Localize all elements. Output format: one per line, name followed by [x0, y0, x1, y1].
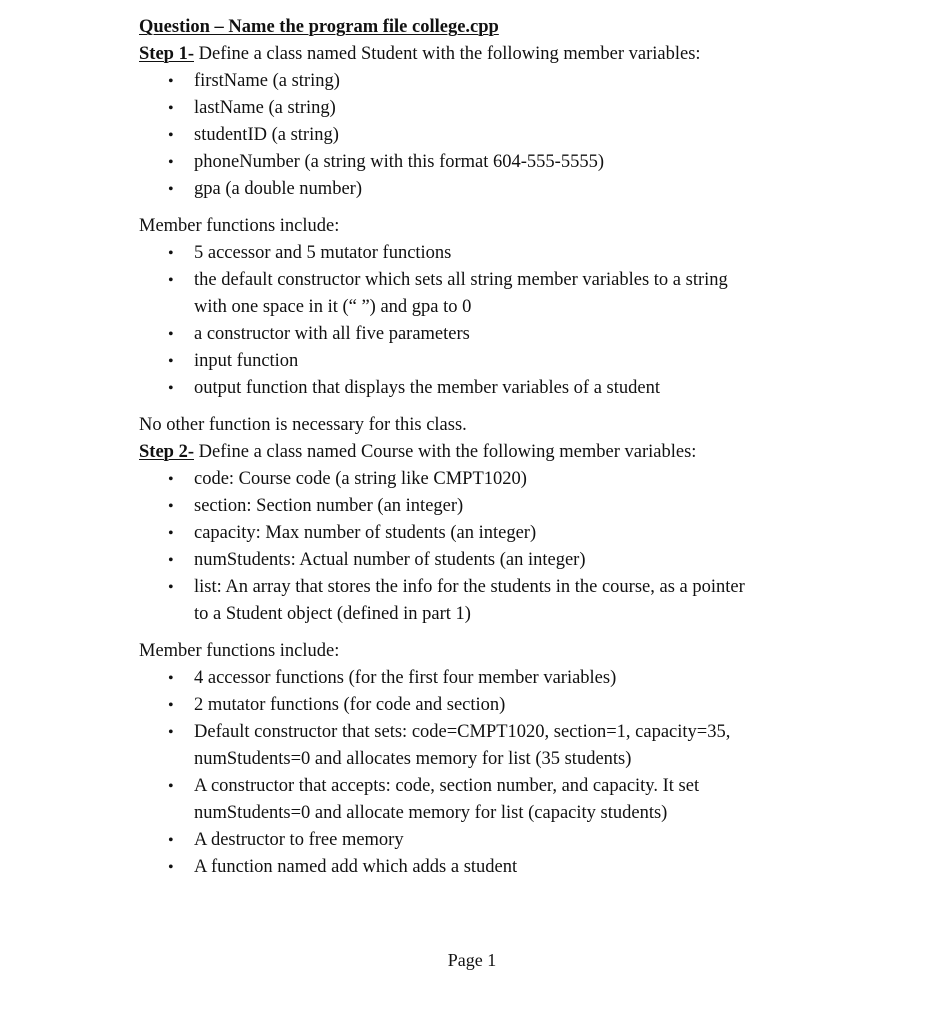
list-item: [139, 827, 839, 854]
list-item-continuation: numStudents=0 and allocate memory for list (capacity students): [194, 803, 668, 823]
list-item-text: lastName (a string): [194, 98, 336, 118]
list-item: [139, 321, 839, 348]
list-item-text: code: Course code (a string like CMPT1020): [194, 469, 527, 489]
bullet-icon: •: [168, 380, 174, 397]
list-item: [139, 267, 839, 321]
spacer: [139, 402, 839, 412]
step2-functions-heading: Member functions include:: [139, 641, 340, 661]
question-title: [139, 14, 839, 41]
list-item-continuation: with one space in it (“ ”) and gpa to 0: [194, 297, 472, 317]
list-item: [139, 95, 839, 122]
list-item-text: a constructor with all five parameters: [194, 324, 470, 344]
bullet-icon: •: [168, 697, 174, 714]
bullet-icon: •: [168, 498, 174, 515]
step2-intro: [139, 439, 839, 466]
bullet-icon: •: [168, 181, 174, 198]
list-item-text: firstName (a string): [194, 71, 340, 91]
question-title-text: Question – Name the program file college.cpp: [139, 17, 499, 37]
step1-functions-heading: Member functions include:: [139, 216, 340, 236]
list-item-continuation: to a Student object (defined in part 1): [194, 604, 471, 624]
list-item: [139, 719, 839, 773]
list-item: [139, 348, 839, 375]
list-item: [139, 149, 839, 176]
spacer: [139, 628, 839, 638]
document-page: [139, 14, 839, 881]
list-item-text: studentID (a string): [194, 125, 339, 145]
list-item: [139, 176, 839, 203]
bullet-icon: •: [168, 100, 174, 117]
list-item-text: A constructor that accepts: code, section number, and capacity. It set: [194, 776, 700, 796]
bullet-icon: •: [168, 778, 174, 795]
step1-variable-list: [139, 68, 839, 203]
list-item-text: list: An array that stores the info for the students in the course, as a pointer: [194, 577, 745, 597]
list-item-text: capacity: Max number of students (an integer): [194, 523, 537, 543]
step1-closing: No other function is necessary for this class.: [139, 415, 467, 435]
list-item: [139, 547, 839, 574]
list-item-text: 2 mutator functions (for code and section): [194, 695, 506, 715]
bullet-icon: •: [168, 579, 174, 596]
bullet-icon: •: [168, 859, 174, 876]
list-item: [139, 68, 839, 95]
list-item-text: A destructor to free memory: [194, 830, 404, 850]
list-item: [139, 520, 839, 547]
list-item-text: input function: [194, 351, 299, 371]
bullet-icon: •: [168, 245, 174, 262]
list-item: [139, 375, 839, 402]
list-item-text: phoneNumber (a string with this format 604-555-5555): [194, 152, 605, 172]
step1-intro: [139, 41, 839, 68]
bullet-icon: •: [168, 154, 174, 171]
bullet-icon: •: [168, 353, 174, 370]
bullet-icon: •: [168, 471, 174, 488]
list-item: [139, 773, 839, 827]
bullet-icon: •: [168, 525, 174, 542]
list-item-text: 4 accessor functions (for the first four member variables): [194, 668, 617, 688]
list-item-text: A function named add which adds a student: [194, 857, 518, 877]
bullet-icon: •: [168, 552, 174, 569]
list-item: [139, 574, 839, 628]
list-item: [139, 692, 839, 719]
step1-function-list: [139, 240, 839, 402]
list-item-text: Default constructor that sets: code=CMPT1020, section=1, capacity=35,: [194, 722, 731, 742]
spacer: [139, 203, 839, 213]
list-item: [139, 493, 839, 520]
list-item-continuation: numStudents=0 and allocates memory for list (35 students): [194, 749, 632, 769]
list-item: [139, 854, 839, 881]
list-item-text: 5 accessor and 5 mutator functions: [194, 243, 452, 263]
bullet-icon: •: [168, 127, 174, 144]
step2-function-list: [139, 665, 839, 881]
list-item-text: output function that displays the member variables of a student: [194, 378, 660, 398]
list-item: [139, 122, 839, 149]
list-item-text: gpa (a double number): [194, 179, 362, 199]
step2-variable-list: [139, 466, 839, 628]
bullet-icon: •: [168, 272, 174, 289]
step2-intro-text: Define a class named Course with the following member variables:: [194, 442, 697, 462]
list-item: [139, 466, 839, 493]
step2-label: Step 2-: [139, 442, 194, 462]
list-item: [139, 665, 839, 692]
step1-intro-text: Define a class named Student with the following member variables:: [194, 44, 701, 64]
list-item-text: numStudents: Actual number of students (an integer): [194, 550, 586, 570]
step1-label: Step 1-: [139, 44, 194, 64]
bullet-icon: •: [168, 73, 174, 90]
bullet-icon: •: [168, 670, 174, 687]
list-item-text: section: Section number (an integer): [194, 496, 464, 516]
bullet-icon: •: [168, 832, 174, 849]
bullet-icon: •: [168, 724, 174, 741]
list-item-text: the default constructor which sets all string member variables to a string: [194, 270, 728, 290]
list-item: [139, 240, 839, 267]
page-number: Page 1: [447, 950, 497, 970]
bullet-icon: •: [168, 326, 174, 343]
